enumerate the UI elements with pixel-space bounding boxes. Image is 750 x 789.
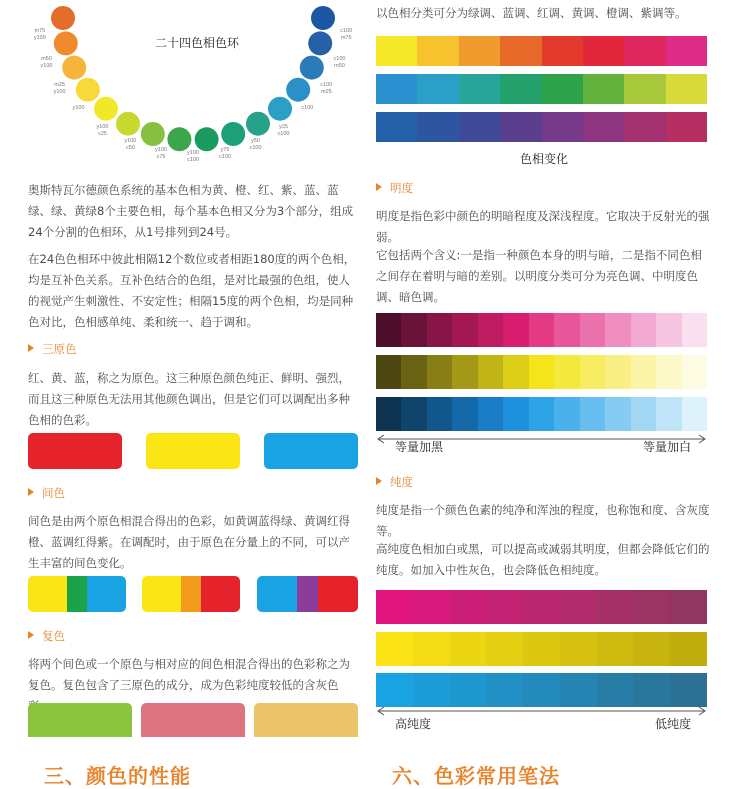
value-cell: [452, 313, 477, 347]
value-cell: [682, 397, 707, 431]
hue-cell: [500, 112, 541, 142]
primary-swatch-blue: [264, 433, 358, 469]
hue-dot: [308, 31, 332, 55]
value-cell: [478, 397, 503, 431]
value-cell: [656, 397, 681, 431]
hue-cell: [666, 74, 707, 104]
hue-dot: [54, 31, 78, 55]
value-cell: [376, 313, 401, 347]
hue-cell: [417, 74, 458, 104]
chroma-cell: [633, 632, 670, 666]
chroma-cell: [597, 673, 634, 707]
chroma-cell: [560, 632, 597, 666]
value-strip-blue: [376, 397, 707, 431]
value-cell: [452, 355, 477, 389]
hue-caption: 色相变化: [520, 152, 569, 166]
section-tertiary: [28, 628, 65, 644]
value-cell: [529, 397, 554, 431]
value-cell: [478, 355, 503, 389]
heading-brush-techniques: 六、色彩常用笔法: [392, 764, 560, 788]
value-cell: [376, 355, 401, 389]
hue-intro: 以色相分类可分为绿调、蓝调、红调、黄调、橙调、紫调等。: [376, 6, 687, 20]
hue-dot-label: y100: [96, 124, 109, 130]
hue-dot-label: y100: [124, 138, 137, 145]
chroma-cell: [597, 590, 634, 624]
value-cell: [401, 313, 426, 347]
hue-dot-label: c100: [187, 157, 199, 163]
chroma-cell: [670, 590, 707, 624]
hue-dot-label: m50: [334, 63, 345, 69]
chroma-cell: [376, 590, 413, 624]
chroma-cell: [560, 673, 597, 707]
triangle-bullet-icon: [28, 344, 34, 352]
value-cell: [605, 397, 630, 431]
chroma-paragraph-2: 高纯度色相加白或黑，可以提高或减弱其明度，但都会降低它们的纯度。如加入中性灰色，也会降低色相纯度。: [376, 542, 710, 577]
value-cell: [554, 397, 579, 431]
secondary-swatch-purple: [257, 576, 358, 612]
hue-dot-label: y100: [72, 105, 85, 111]
value-cell: [682, 355, 707, 389]
hue-dot: [167, 127, 191, 151]
chroma-cell: [597, 632, 634, 666]
color-segment: [318, 576, 338, 612]
hue-dot-label: c100: [320, 82, 333, 88]
value-cell: [605, 355, 630, 389]
hue-dot: [116, 112, 140, 136]
hue-cell: [376, 74, 417, 104]
hue-cell: [666, 36, 707, 66]
heading-color-properties: 三、颜色的性能: [44, 764, 191, 788]
chroma-strip-blue: [376, 673, 707, 707]
hue-dot-label: m75: [340, 35, 352, 42]
wheel-title: 二十四色相色环: [155, 36, 240, 50]
value-cell: [605, 313, 630, 347]
primary-swatch-yellow: [146, 433, 240, 469]
value-cell: [427, 355, 452, 389]
chroma-cell: [376, 632, 413, 666]
color-segment: [338, 576, 358, 612]
secondary-paragraph: 间色是由两个原色相混合得出的色彩，如黄调蓝得绿、黄调红得橙、蓝调红得紫。在调配时，由于原色在分量上的不同，可以产生丰富的间色变化。: [28, 514, 350, 570]
chroma-cell: [486, 632, 523, 666]
hue-dot: [221, 122, 245, 146]
hue-cell: [583, 36, 624, 66]
value-cell: [529, 313, 554, 347]
value-cell: [452, 397, 477, 431]
chroma-cell: [450, 673, 487, 707]
tertiary-swatch-3: [254, 703, 358, 737]
value-left-label: 等量加黑: [395, 440, 444, 454]
triangle-bullet-icon: [28, 631, 34, 639]
hue-cell: [542, 36, 583, 66]
complementary-paragraph: 在24色色相环中彼此相隔12个数位或者相距180度的两个色相，均是互补色关系。互补色结合的色组，是对比最强的色组，使人的视觉产生刺激性、不安定性；相隔15度的两个色相，均是同种色对比，色相感单纯、柔和统一、趋于调和。: [28, 252, 356, 329]
hue-cell: [417, 112, 458, 142]
chroma-cell: [633, 590, 670, 624]
color-segment: [297, 576, 317, 612]
chroma-cell: [413, 590, 450, 624]
value-cell: [631, 397, 656, 431]
section-secondary-label: 间色: [42, 486, 65, 500]
hue-dot: [195, 127, 219, 151]
color-segment: [48, 576, 68, 612]
color-segment: [67, 576, 87, 612]
hue-dot-label: y100: [40, 63, 53, 69]
value-cell: [427, 313, 452, 347]
hue-cell: [459, 112, 500, 142]
chroma-cell: [670, 673, 707, 707]
chroma-cell: [486, 590, 523, 624]
value-strip-magenta: [376, 313, 707, 347]
hue-dot-label: c100: [219, 154, 231, 160]
hue-cell: [542, 112, 583, 142]
chroma-left-label: 高纯度: [395, 717, 432, 731]
value-paragraph-1: 明度是指色彩中颜色的明暗程度及深浅程度。它取决于反射光的强弱。: [376, 209, 710, 244]
hue-dot-label: y100: [33, 35, 46, 42]
color-segment: [162, 576, 182, 612]
hue-dot: [300, 56, 324, 80]
hue-strip-purple: [376, 112, 707, 142]
primary-paragraph: 红、黄、蓝，称之为原色。这三种原色颜色纯正、鲜明、强烈，而且这三种原色无法用其他颜色调出，但是它们可以调配出多种色相的色彩。: [28, 371, 350, 427]
value-cell: [580, 397, 605, 431]
value-cell: [376, 397, 401, 431]
hue-dot: [286, 78, 310, 102]
color-wheel: [30, 0, 360, 170]
section-tertiary-label: 复色: [42, 629, 65, 643]
intro-paragraph: 奥斯特瓦尔德颜色系统的基本色相为黄、橙、红、紫、蓝、蓝绿、绿、黄绿8个主要色相，每个基本色相又分为3个部分，组成24个分割的色相环，从1号排列到24号。: [28, 183, 354, 239]
color-segment: [28, 576, 48, 612]
value-paragraph-2: 它包括两个含义:一是指一种颜色本身的明与暗，二是指不同色相之间存在着明与暗的差别。以明度分类可分为亮色调、中明度色调、暗色调。: [376, 248, 702, 304]
value-cell: [427, 397, 452, 431]
value-cell: [656, 313, 681, 347]
chroma-strip-yellow: [376, 632, 707, 666]
hue-cell: [583, 74, 624, 104]
section-primary-label: 三原色: [42, 342, 77, 356]
hue-dot: [62, 56, 86, 80]
hue-cell: [624, 74, 665, 104]
hue-cell: [624, 112, 665, 142]
value-cell: [580, 313, 605, 347]
hue-cell: [417, 36, 458, 66]
hue-dot-label: y50: [251, 138, 261, 145]
triangle-bullet-icon: [376, 183, 382, 191]
section-primary: [28, 341, 77, 357]
hue-cell: [666, 112, 707, 142]
hue-cell: [500, 74, 541, 104]
hue-dot-label: c50: [125, 145, 135, 152]
value-cell: [580, 355, 605, 389]
color-segment: [142, 576, 162, 612]
hue-dot-label: c100: [301, 105, 314, 111]
color-segment: [201, 576, 221, 612]
hue-dot: [51, 6, 75, 30]
hue-dot-label: y100: [155, 147, 167, 153]
chroma-cell: [413, 632, 450, 666]
hue-dot-label: y100: [187, 150, 199, 156]
hue-dot: [94, 97, 118, 121]
value-cell: [631, 355, 656, 389]
chroma-cell: [450, 590, 487, 624]
color-segment: [87, 576, 107, 612]
chroma-cell: [450, 632, 487, 666]
value-cell: [529, 355, 554, 389]
hue-cell: [624, 36, 665, 66]
chroma-cell: [486, 673, 523, 707]
value-cell: [401, 355, 426, 389]
hue-dot: [311, 6, 335, 30]
value-cell: [554, 355, 579, 389]
chroma-paragraph-1: 纯度是指一个颜色色素的纯净和浑浊的程度，也称饱和度、含灰度等。: [376, 503, 710, 538]
hue-cell: [459, 36, 500, 66]
tertiary-swatch-1: [28, 703, 132, 737]
hue-circle-graphic: [30, 0, 360, 170]
hue-dot-label: y25: [279, 124, 288, 130]
section-secondary: [28, 485, 65, 501]
primary-swatch-red: [28, 433, 122, 469]
value-right-label: 等量加白: [643, 440, 692, 454]
hue-cell: [500, 36, 541, 66]
value-cell: [656, 355, 681, 389]
section-chroma-label: 纯度: [390, 475, 413, 489]
chroma-strip-magenta: [376, 590, 707, 624]
hue-dot-label: m75: [34, 28, 46, 35]
section-value-label: 明度: [390, 181, 413, 195]
hue-strip-warm: [376, 36, 707, 66]
color-segment: [277, 576, 297, 612]
chroma-cell: [560, 590, 597, 624]
chroma-cell: [670, 632, 707, 666]
value-cell: [554, 313, 579, 347]
hue-dot-label: m50: [41, 56, 52, 62]
triangle-bullet-icon: [28, 488, 34, 496]
hue-dot-label: c75: [156, 154, 166, 160]
chroma-cell: [523, 673, 560, 707]
hue-dot: [76, 78, 100, 102]
chroma-cell: [523, 590, 560, 624]
section-value: [376, 180, 413, 196]
hue-dot-label: c100: [277, 131, 290, 137]
value-cell: [631, 313, 656, 347]
color-segment: [181, 576, 201, 612]
hue-cell: [542, 74, 583, 104]
chroma-cell: [523, 632, 560, 666]
value-cell: [503, 397, 528, 431]
hue-cell: [376, 36, 417, 66]
value-cell: [503, 355, 528, 389]
chroma-cell: [633, 673, 670, 707]
secondary-swatch-orange: [142, 576, 240, 612]
value-strip-yellow: [376, 355, 707, 389]
chroma-right-label: 低纯度: [655, 717, 692, 731]
hue-dot: [246, 112, 270, 136]
hue-dot-label: y100: [53, 89, 66, 95]
hue-cell: [459, 74, 500, 104]
triangle-bullet-icon: [376, 477, 382, 485]
hue-cell: [376, 112, 417, 142]
color-segment: [106, 576, 126, 612]
value-cell: [478, 313, 503, 347]
section-chroma: [376, 474, 413, 490]
hue-dot-label: m25: [321, 89, 332, 95]
hue-dot: [141, 122, 165, 146]
hue-strip-cool: [376, 74, 707, 104]
value-cell: [682, 313, 707, 347]
hue-dot: [268, 97, 292, 121]
hue-dot-label: y75: [220, 147, 230, 153]
color-segment: [220, 576, 240, 612]
hue-dot-label: c100: [249, 145, 262, 152]
hue-cell: [583, 112, 624, 142]
tertiary-swatch-2: [141, 703, 245, 737]
secondary-swatch-green: [28, 576, 126, 612]
color-segment: [257, 576, 277, 612]
hue-dot-label: c100: [340, 28, 353, 35]
tertiary-paragraph: 将两个间色或一个原色与相对应的间色相混合得出的色彩称之为复色。复色包含了三原色的成分，成为色彩纯度较低的含灰色: [28, 657, 350, 692]
value-cell: [401, 397, 426, 431]
hue-dot-label: c100: [333, 56, 346, 62]
hue-dot-label: m25: [54, 82, 65, 88]
chroma-cell: [413, 673, 450, 707]
value-cell: [503, 313, 528, 347]
chroma-cell: [376, 673, 413, 707]
hue-dot-label: c25: [98, 131, 107, 137]
